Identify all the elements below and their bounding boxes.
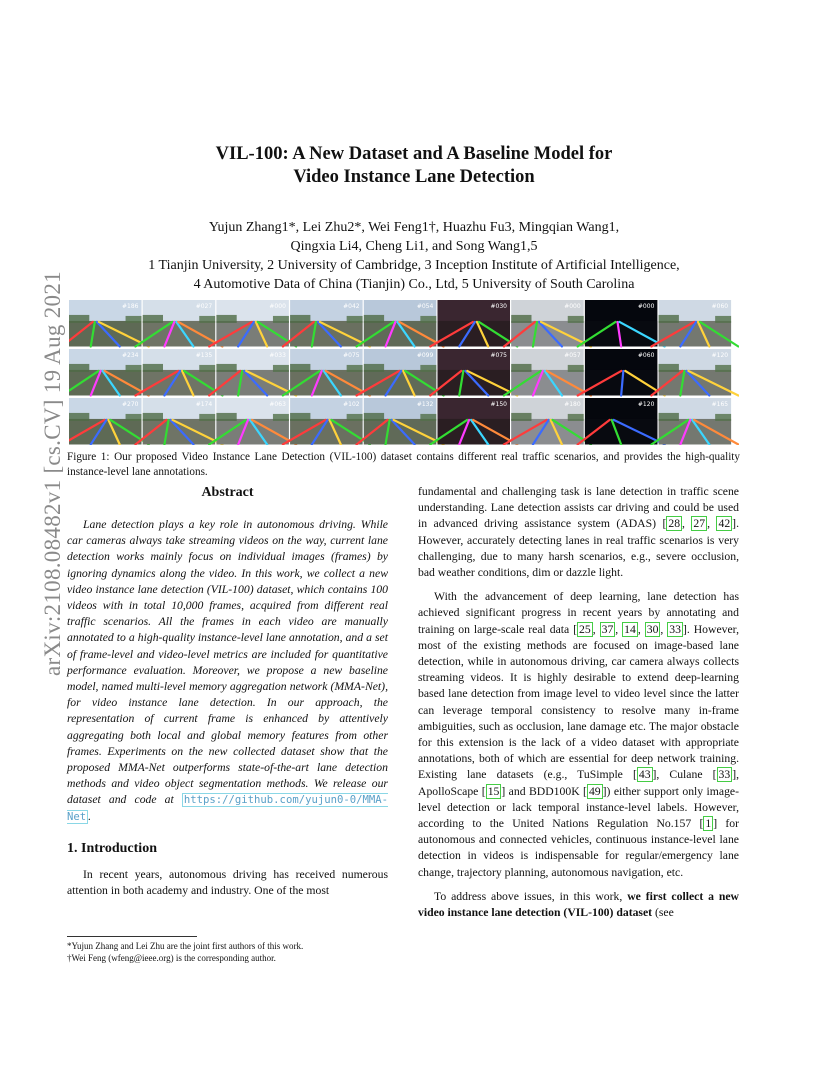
text-span: ], Culane [ — [652, 768, 717, 782]
frame-trees — [273, 414, 289, 421]
frame-trees — [364, 413, 384, 421]
frame-thumbnail — [578, 300, 665, 347]
frame-trees — [511, 315, 531, 323]
frame-thumbnail — [283, 349, 370, 396]
frame-trees — [69, 315, 89, 323]
frame-trees — [290, 315, 310, 323]
frame-thumbnail — [135, 300, 222, 347]
citation-link[interactable]: 49 — [588, 784, 601, 798]
frame-thumbnail — [357, 398, 444, 445]
frame-number: #234 — [122, 352, 139, 359]
citation-link[interactable]: 33 — [669, 622, 681, 636]
citation-link[interactable]: 14 — [624, 622, 636, 636]
frame-trees — [199, 414, 215, 421]
frame-number: #135 — [195, 352, 213, 359]
frame-trees — [126, 316, 142, 323]
text-span: , — [707, 517, 717, 531]
right-paragraph-3 — [418, 889, 739, 921]
frame-trees — [347, 414, 363, 421]
frame-trees — [511, 364, 531, 372]
frame-trees — [568, 316, 584, 323]
abstract-heading: Abstract — [201, 485, 254, 500]
abstract-text — [67, 517, 388, 825]
arxiv-identifier: arXiv:2108.08482v1 [cs.CV] 19 Aug 2021 — [40, 271, 65, 676]
frame-number: #120 — [711, 352, 729, 359]
text-span: ]. However, accurately detecting lanes in real traffic scenarios is very challenging, due to many harsh scenarios, e.g., severe occlusion, bad weather conditions, dim or dazzle light. — [418, 517, 739, 580]
frame-thumbnail — [504, 398, 591, 445]
frame-trees — [568, 414, 584, 421]
bold-statement: we first collect a new video instance lane detection (VIL-100) dataset — [418, 889, 739, 920]
frame-trees — [715, 316, 731, 323]
footnote-rule — [67, 936, 197, 937]
title-line-2: Video Instance Lane Detection — [293, 167, 535, 187]
citation-link[interactable]: 33 — [718, 768, 731, 782]
frame-number: #132 — [416, 401, 434, 408]
abstract-body: Lane detection plays a key role in autonomous driving. While car cameras always take streaming videos on the way, current lane detection works mainly focus on individual images (frames) by ignoring dynamics along the video. In this work, we collect a new video instance lane detection (VIL-100) dataset, which contains 100 videos with in total 10,000 frames, acquired from different real traffic scenarios. All the frames in each video are manually annotated to a high-quality instance-level lane annotation, and a set of frame-level and video-level metrics are included for quantitative performance evaluation. Moreover, we propose a new baseline model, named multi-level memory aggregation network (MMA-Net), for video instance lane detection. In our approach, the representation of current frame is enhanced by attentively aggregating both local and global memory features from other frames. Experiments on the new collected dataset show that the proposed MMA-Net outperforms state-of-the-art lane detection methods and video object segmentation methods. We release our dataset and code at — [67, 518, 388, 807]
frame-number: #063 — [269, 401, 286, 408]
frame-number: #060 — [637, 352, 655, 359]
lane-frame-grid — [69, 300, 739, 445]
frame-trees — [511, 413, 531, 421]
frame-number: #165 — [711, 401, 729, 408]
frame-trees — [216, 364, 236, 372]
frame-number: #075 — [490, 352, 507, 359]
frame-thumbnail — [651, 398, 738, 445]
title-line-1: VIL-100: A New Dataset and A Baseline Model for — [215, 144, 613, 164]
frame-trees — [420, 316, 436, 323]
text-span: , — [682, 517, 692, 531]
frame-trees — [290, 364, 310, 372]
text-span: ]. However, most of the existing methods are focused on image-based lane detection, while in autonomous driving, car camera always collects streaming videos. It is highly desirable to extend deep-learning based lane detection from image level to video level since the latter can leverage temporal consistency to resolve many in-frame ambiguities, such as occlusion, lane damage etc. The major obstacle for this extension is the lack of a video dataset with appropriate annotations, both of which are essential for deep network training. Existing lane datasets (e.g., TuSimple [ — [418, 622, 740, 782]
frame-number: #054 — [416, 303, 434, 310]
affiliations-line-2: 4 Automotive Data of China (Tianjin) Co., Ltd, 5 University of South Carolina — [193, 277, 635, 292]
frame-trees — [715, 414, 731, 421]
citation-link[interactable]: 37 — [601, 622, 614, 636]
citation-link[interactable]: 1 — [705, 817, 712, 831]
frame-thumbnail — [209, 349, 296, 396]
frame-trees — [659, 364, 679, 372]
frame-thumbnail — [135, 398, 222, 445]
frame-thumbnail — [69, 300, 149, 347]
frame-trees — [347, 316, 363, 323]
frame-trees — [199, 365, 215, 372]
frame-trees — [420, 365, 436, 372]
frame-trees — [420, 414, 436, 421]
introduction-heading: 1. Introduction — [67, 840, 157, 856]
footnotes — [67, 936, 388, 964]
frame-number: #057 — [564, 352, 581, 359]
text-span: ], ApolloScape [ — [418, 768, 740, 798]
frame-trees — [347, 365, 363, 372]
left-column — [67, 484, 388, 899]
frame-thumbnail — [430, 349, 517, 396]
frame-thumbnail — [504, 300, 591, 347]
frame-trees — [216, 413, 236, 421]
frame-number: #000 — [269, 303, 286, 310]
text-span: To address above issues, in this work, — [434, 889, 628, 903]
frame-thumbnail — [430, 300, 517, 347]
frame-trees — [69, 413, 89, 421]
frame-number: #120 — [637, 401, 655, 408]
figure-caption: Figure 1: Our proposed Video Instance Lane Detection (VIL-100) dataset contains different real traffic scenarios, and provides the high-quality instance-level lane annotations. — [67, 451, 740, 478]
frame-number: #060 — [711, 303, 729, 310]
text-span: ] for autonomous and connected vehicles, continuous instance-level lane detection in videos is indispensable for regular/emergency lane change, trajectory planning, autonomous navigation, etc. — [418, 817, 740, 879]
frame-number: #102 — [343, 401, 360, 408]
frame-trees — [143, 413, 163, 421]
frame-trees — [126, 365, 142, 372]
frame-trees — [69, 364, 89, 372]
frame-trees — [364, 364, 384, 372]
frame-number: #042 — [343, 303, 360, 310]
citation-link[interactable]: 42 — [718, 517, 731, 531]
text-span: ]) either support only image-level detection or lack temporal instance-level labels. However, according to the United Nations Regulation No.157 [ — [418, 784, 739, 831]
frame-trees — [364, 315, 384, 323]
code-link[interactable]: https://github.com/yujun0-0/MMA-Net — [67, 794, 388, 823]
citation-link[interactable]: 30 — [646, 622, 659, 636]
frame-thumbnail — [651, 349, 738, 396]
text-span: fundamental and challenging task is lane detection in traffic scene understanding. Lane detection assists car driving and could be used in advanced driving assistance system (ADAS) [ — [418, 485, 739, 531]
frame-trees — [216, 315, 236, 323]
frame-trees — [273, 365, 289, 372]
frame-thumbnail — [578, 398, 665, 445]
frame-trees — [126, 414, 142, 421]
frame-thumbnail — [209, 398, 296, 445]
footnote-joint-authors: *Yujun Zhang and Lei Zhu are the joint first authors of this work. — [67, 941, 304, 951]
footnote-corresponding: †Wei Feng (wfeng@ieee.org) is the corresponding author. — [67, 953, 276, 963]
frame-thumbnail — [69, 398, 149, 445]
author-block — [80, 218, 748, 294]
frame-number: #030 — [490, 303, 507, 310]
citation-link[interactable]: 27 — [693, 517, 706, 531]
frame-thumbnail — [283, 300, 370, 347]
frame-number: #000 — [637, 303, 655, 310]
frame-number: #174 — [195, 401, 213, 408]
frame-number: #075 — [343, 352, 360, 359]
frame-thumbnail — [504, 349, 591, 396]
frame-thumbnail — [578, 349, 665, 396]
frame-number: #270 — [122, 401, 139, 408]
frame-number: #099 — [416, 352, 434, 359]
figure-lane-grid — [69, 300, 739, 445]
right-paragraph-1 — [418, 484, 739, 581]
frame-thumbnail — [651, 300, 738, 347]
paper-title — [120, 143, 708, 189]
citation-link[interactable]: 25 — [579, 622, 591, 636]
frame-thumbnail — [209, 300, 296, 347]
frame-thumbnail — [357, 300, 444, 347]
frame-trees — [659, 413, 679, 421]
citation-link[interactable]: 43 — [638, 768, 651, 782]
frame-trees — [715, 365, 731, 372]
frame-trees — [143, 315, 163, 323]
text-span: (see — [652, 906, 674, 920]
text-span: ] and BDD100K [ — [501, 784, 587, 798]
frame-thumbnail — [357, 349, 444, 396]
frame-trees — [568, 365, 584, 372]
frame-trees — [659, 315, 679, 323]
right-column — [418, 484, 739, 921]
abstract-end: . — [88, 809, 92, 823]
frame-number: #150 — [490, 401, 507, 408]
frame-thumbnail — [283, 398, 370, 445]
frame-thumbnail — [69, 349, 149, 396]
right-paragraph-2: With the advancement of deep learning, lane detection has achieved significant progress in recent years by annotating and training on large-scale real data [ 25 , 37 , 14 , 30 , 33 ]. However, most of the existing methods are focused on image-based lane detection, while in autonomous driving, car camera always collects streaming videos. It is highly desirable to extend deep-learning based lane detection from image level to video level since the latter can leverage temporal consistency to resolve many in-frame ambiguities, such as occlusion, lane damage etc. The major obstacle for this extension is the lack of a video dataset with appropriate annotations, both of which are essential for deep network training. Existing lane datasets (e.g., TuSimple [ 43 ], Culane [ 33 ], ApolloScape [ 15 ] and BDD100K [ 49 ]) either support only image-level detection or lack temporal instance-level labels. However, according to the United Nations Regulation No.157 [ 1 ] for autonomous and connected vehicles, continuous instance-level lane detection in videos is indispensable for regular/emergency lane change, trajectory planning, autonomous navigation, etc. — [418, 590, 740, 879]
authors-line-2: Qingxia Li4, Cheng Li1, and Song Wang1,5 — [290, 239, 538, 254]
text-span: With the advancement of deep learning, lane detection has achieved significant progress in recent years by annotating and training on large-scale real data [ — [418, 590, 739, 636]
frame-number: #000 — [564, 303, 581, 310]
frame-number: #180 — [564, 401, 581, 408]
frame-thumbnail — [430, 398, 517, 445]
frame-trees — [273, 316, 289, 323]
frame-trees — [143, 364, 163, 372]
introduction-paragraph: In recent years, autonomous driving has received numerous attention in both academy and industry. One of the most — [67, 868, 388, 898]
citation-link[interactable]: 28 — [668, 517, 681, 531]
frame-number: #033 — [269, 352, 286, 359]
frame-trees — [290, 413, 310, 421]
frame-number: #027 — [195, 303, 213, 310]
citation-link[interactable]: 15 — [487, 784, 500, 798]
frame-thumbnail — [135, 349, 222, 396]
frame-number: #186 — [122, 303, 139, 310]
frame-trees — [199, 316, 215, 323]
affiliations-line-1: 1 Tianjin University, 2 University of Cambridge, 3 Inception Institute of Artificial Intelligence, — [148, 258, 680, 273]
authors-line-1: Yujun Zhang1*, Lei Zhu2*, Wei Feng1†, Huazhu Fu3, Mingqian Wang1, — [208, 220, 620, 235]
